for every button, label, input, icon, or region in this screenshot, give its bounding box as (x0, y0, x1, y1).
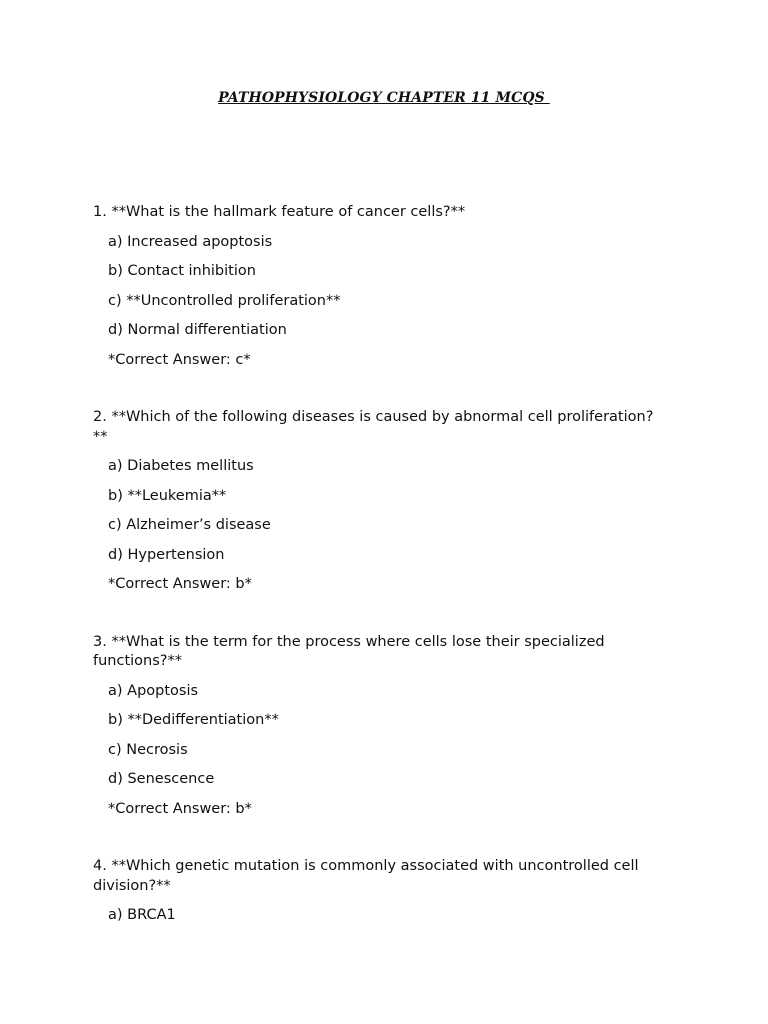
question-text: 4. **Which genetic mutation is commonly associated with uncontrolled cell division?** (93, 858, 639, 894)
question-text: 1. **What is the hallmark feature of cancer cells?** (93, 204, 466, 220)
question-2 (93, 408, 663, 595)
question-1 (93, 203, 663, 370)
title-text: PATHOPHYSIOLOGY CHAPTER 11 MCQS (218, 90, 550, 106)
option-c: c) **Uncontrolled proliferation** (108, 292, 341, 309)
question-list (93, 203, 663, 964)
option-a: a) Apoptosis (108, 682, 199, 699)
correct-answer: *Correct Answer: c* (108, 351, 251, 368)
document-title (0, 87, 768, 106)
option-c: c) Necrosis (108, 741, 188, 758)
question-text: 3. **What is the term for the process where cells lose their specialized functions?** (93, 633, 605, 669)
option-b: b) **Dedifferentiation** (108, 712, 279, 728)
option-a: a) BRCA1 (108, 907, 176, 923)
option-b: b) **Leukemia** (108, 487, 227, 504)
option-a: a) Diabetes mellitus (108, 458, 254, 474)
option-d: d) Hypertension (108, 546, 225, 563)
correct-answer: *Correct Answer: b* (108, 800, 252, 817)
question-4 (93, 857, 663, 926)
option-c: c) Alzheimer’s disease (108, 517, 271, 533)
question-text: 2. **Which of the following diseases is caused by abnormal cell proliferation?** (93, 409, 654, 445)
option-d: d) Senescence (108, 771, 215, 787)
question-3 (93, 633, 663, 820)
correct-answer: *Correct Answer: b* (108, 576, 252, 592)
option-a: a) Increased apoptosis (108, 233, 273, 250)
option-b: b) Contact inhibition (108, 263, 256, 279)
option-d: d) Normal differentiation (108, 322, 287, 338)
